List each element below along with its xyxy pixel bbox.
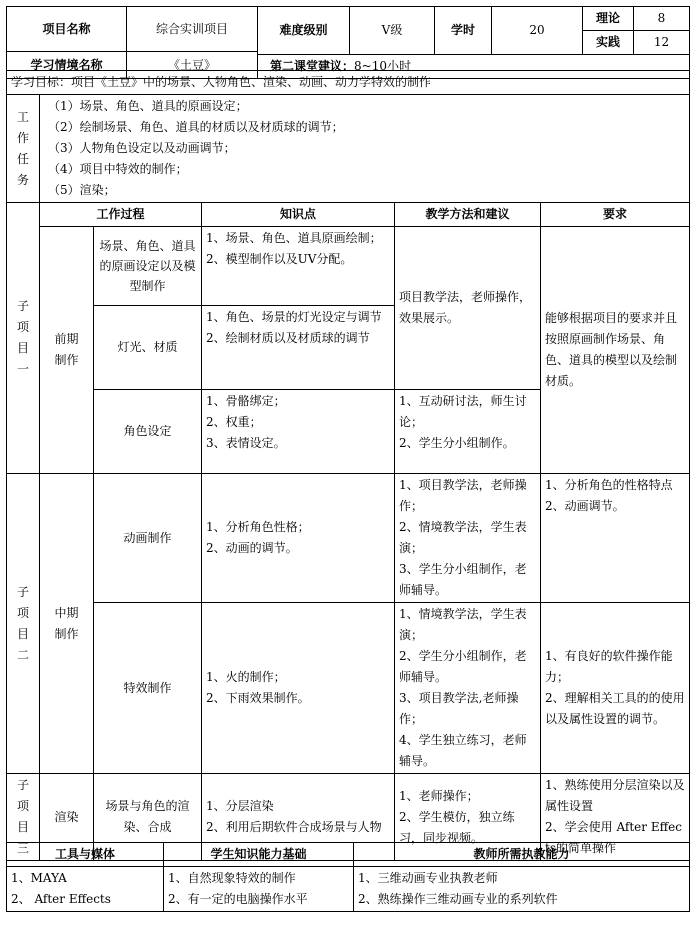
header-table bbox=[6, 6, 690, 79]
subproject-3-phase: 渲染 bbox=[40, 774, 94, 861]
situation-label: 学习情境名称 bbox=[7, 52, 127, 79]
sub1-method-1: 项目教学法，老师操作，效果展示。 bbox=[395, 227, 541, 390]
sub2-requirement-2: 1、有良好的软件操作能力； 2、理解相关工具的的使用以及属性设置的调节。 bbox=[541, 603, 690, 774]
subproject-1-label: 子 项 目 一 bbox=[7, 203, 40, 474]
difficulty-label: 难度级别 bbox=[258, 7, 350, 55]
sub2-knowledge-1: 1、分析角色性格； 2、动画的调节。 bbox=[202, 474, 395, 603]
practice-hours: 12 bbox=[634, 31, 690, 55]
sub2-method-2: 1、情境教学法，学生表演； 2、学生分小组制作，老师辅导。 3、项目教学法,老师操作； 4、学生独立练习，老师辅导。 bbox=[395, 603, 541, 774]
tools-label: 工具与媒体 bbox=[7, 843, 164, 867]
sub1-process-1: 场景、角色、道具的原画设定以及模型制作 bbox=[94, 227, 202, 306]
tools-list: 1、MAYA 2、 After Effects bbox=[7, 867, 164, 912]
difficulty-value: V级 bbox=[350, 7, 435, 55]
tasks-label: 工 作 任 务 bbox=[7, 95, 40, 203]
task-item: （5）渲染； bbox=[48, 183, 116, 197]
col-process: 工作过程 bbox=[40, 203, 202, 227]
col-knowledge: 知识点 bbox=[202, 203, 395, 227]
task-item: （2）绘制场景、角色、道具的材质以及材质球的调节； bbox=[48, 120, 344, 134]
teacher-list: 1、三维动画专业执教老师 2、熟练操作三维动画专业的系列软件 bbox=[354, 867, 690, 912]
situation-name: 《土豆》 bbox=[127, 52, 258, 79]
task-item: （1）场景、角色、道具的原画设定； bbox=[48, 99, 248, 113]
practice-label: 实践 bbox=[583, 31, 634, 55]
sub2-method-1: 1、项目教学法，老师操作； 2、情境教学法，学生表演； 3、学生分小组制作，老师辅导。 bbox=[395, 474, 541, 603]
subproject-1-phase: 前期制作 bbox=[40, 227, 94, 474]
sub1-knowledge-1: 1、场景、角色、道具原画绘制； 2、模型制作以及UV分配。 bbox=[202, 227, 395, 306]
sub3-process: 场景与角色的渲染、合成 bbox=[94, 774, 202, 861]
task-item: （3）人物角色设定以及动画调节； bbox=[48, 141, 236, 155]
basis-list: 1、自然现象特效的制作 2、有一定的电脑操作水平 bbox=[164, 867, 354, 912]
col-method: 教学方法和建议 bbox=[395, 203, 541, 227]
sub1-process-3: 角色设定 bbox=[94, 390, 202, 474]
sub2-requirement-1: 1、分析角色的性格特点 2、动画调节。 bbox=[541, 474, 690, 603]
project-name-label: 项目名称 bbox=[7, 7, 127, 52]
col-requirement: 要求 bbox=[541, 203, 690, 227]
sub1-process-2: 灯光、材质 bbox=[94, 306, 202, 390]
sub2-knowledge-2: 1、火的制作； 2、下雨效果制作。 bbox=[202, 603, 395, 774]
project-name: 综合实训项目 bbox=[127, 7, 258, 52]
learning-objective: 学习目标：项目《土豆》中的场景、人物角色、渲染、动画、动力学特效的制作 bbox=[7, 71, 690, 95]
subproject-2-phase: 中期制作 bbox=[40, 474, 94, 774]
sub3-knowledge: 1、分层渲染 2、利用后期软件合成场景与人物 bbox=[202, 774, 395, 861]
main-table bbox=[6, 70, 690, 861]
teacher-label: 教师所需执教能力 bbox=[354, 843, 690, 867]
sub3-requirement: 1、熟练使用分层渲染以及属性设置 2、学会使用 After Effects的简单操作 bbox=[541, 774, 690, 861]
hours-value: 20 bbox=[492, 7, 583, 55]
theory-label: 理论 bbox=[583, 7, 634, 31]
tasks-list bbox=[40, 95, 690, 203]
theory-hours: 8 bbox=[634, 7, 690, 31]
sub2-process-2: 特效制作 bbox=[94, 603, 202, 774]
task-item: （4）项目中特效的制作； bbox=[48, 162, 188, 176]
footer-table bbox=[6, 842, 690, 912]
subproject-2-label: 子 项 目 二 bbox=[7, 474, 40, 774]
sub1-requirement: 能够根据项目的要求并且按照原画制作场景、角色、道具的模型以及绘制材质。 bbox=[541, 227, 690, 474]
sub1-knowledge-3: 1、骨骼绑定； 2、权重； 3、表情设定。 bbox=[202, 390, 395, 474]
second-class-label: 第二课堂建议： bbox=[270, 59, 355, 73]
basis-label: 学生知识能力基础 bbox=[164, 843, 354, 867]
sub3-method: 1、老师操作； 2、学生模仿，独立练习，同步视频。 bbox=[395, 774, 541, 861]
sub1-knowledge-2: 1、角色、场景的灯光设定与调节 2、绘制材质以及材质球的调节 bbox=[202, 306, 395, 390]
sub2-process-1: 动画制作 bbox=[94, 474, 202, 603]
sub1-method-3: 1、互动研讨法，师生讨论； 2、学生分小组制作。 bbox=[395, 390, 541, 474]
hours-label: 学时 bbox=[435, 7, 492, 55]
second-class-hours: 8~10小时 bbox=[354, 59, 411, 73]
subproject-3-label: 子 项 目 三 bbox=[7, 774, 40, 861]
